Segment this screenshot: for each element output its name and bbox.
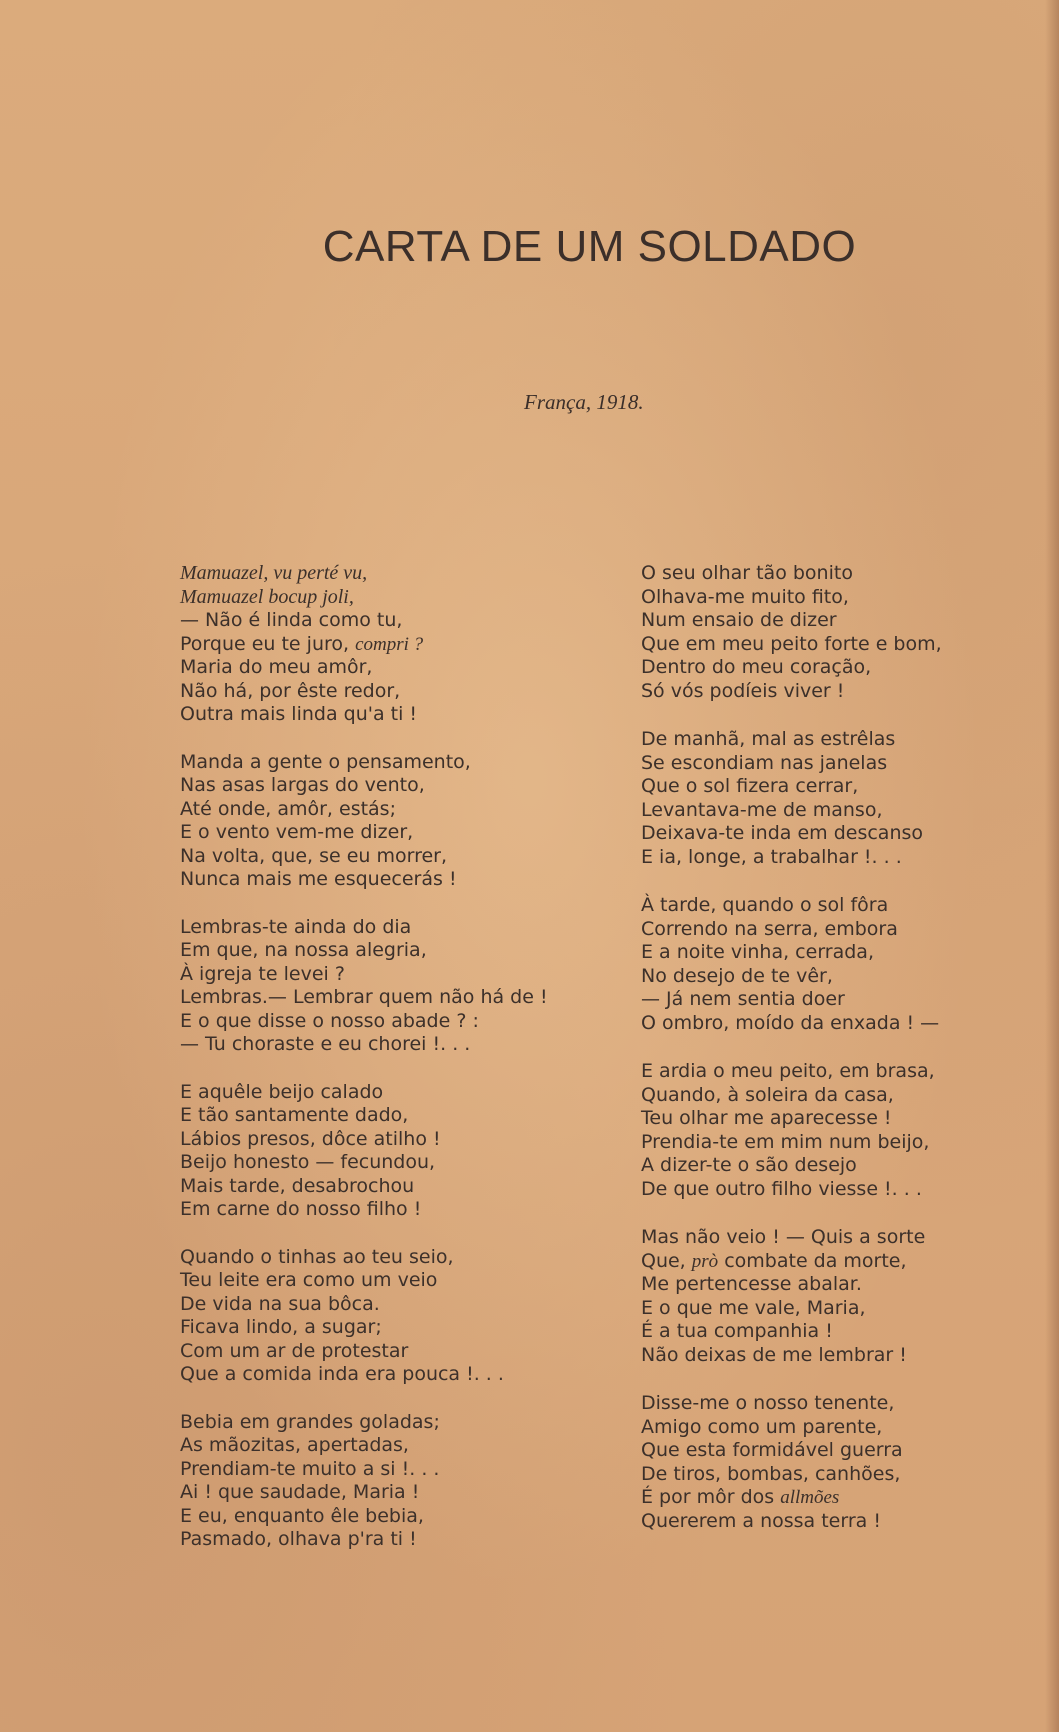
verse-line: Que a comida inda era pouca !. . . [180,1363,504,1385]
verse-line: Lembras-te ainda do dia [180,915,412,938]
verse-line: É a tua companhia ! [641,1320,833,1342]
verse-line: O seu olhar tão bonito [641,562,853,584]
verse-line: E o vento vem-me dizer, [180,821,414,843]
verse-line: Quando o tinhas ao teu seio, [180,1245,454,1268]
verse-line: Se escondiam nas janelas [641,751,888,774]
verse-line: Não há, por êste redor, [180,679,401,702]
verse-line: Disse-me o nosso tenente, [641,1392,895,1414]
verse-text: combate da morte, [718,1249,907,1272]
stanza [641,1392,1059,1533]
stanza [180,751,600,892]
stanza [180,1081,600,1222]
stanza [180,562,600,727]
verse-line: Outra mais linda qu'a ti ! [180,703,418,725]
verse-line: E tão santamente dado, [180,1104,409,1126]
verse-line: Pasmado, olhava p'ra ti ! [180,1528,417,1550]
verse-line: De vida na sua bôca. [180,1292,380,1315]
dateline: França, 1918. [524,390,644,414]
verse-line [641,1250,1059,1274]
verse-line: A dizer-te o são desejo [641,1154,857,1176]
verse-line: Mais tarde, desabrochou [180,1174,415,1197]
verse-line: Que esta formidável guerra [641,1439,903,1461]
stanza [180,916,600,1057]
verse-line: Que o sol fizera cerrar, [641,775,859,797]
poem-title: CARTA DE UM SOLDADO [322,222,857,271]
verse-line: Lábios presos, dôce atilho ! [180,1127,441,1150]
verse-line: E a noite vinha, cerrada, [641,941,874,963]
verse-line: Prendia-te em mim num beijo, [641,1130,930,1153]
verse-line: Não deixas de me lembrar ! [641,1343,907,1366]
verse-line: Ficava lindo, a sugar; [180,1316,382,1338]
verse-line: Quando, à soleira da casa, [641,1083,894,1106]
italic-word: prò [691,1250,719,1272]
verse-line: À igreja te levei ? [180,962,345,985]
verse-line: Lembras.— Lembrar quem não há de ! [180,986,548,1008]
verse-line: — Já nem sentia doer [641,988,845,1010]
verse-line: Quererem a nossa terra ! [641,1509,881,1532]
stanza [641,562,1059,703]
verse-line: Bebia em grandes goladas; [180,1410,440,1433]
verse-line: Em que, na nossa alegria, [180,939,427,961]
stanza [641,894,1059,1035]
stanza [641,1060,1059,1201]
verse-line: De que outro filho viesse !. . . [641,1177,922,1200]
verse-line: Teu olhar me aparecesse ! [641,1107,892,1129]
verse-line: E eu, enquanto êle bebia, [180,1504,424,1527]
verse-text: Que, [641,1249,692,1272]
verse-text: É por môr dos [641,1486,781,1508]
italic-word: compri ? [355,633,424,655]
verse-line: — Tu choraste e eu chorei !. . . [180,1033,471,1055]
verse-line: As mãozitas, apertadas, [180,1434,409,1456]
verse-line: O ombro, moído da enxada ! — [641,1011,940,1034]
verse-line: Olhava-me muito fito, [641,585,849,608]
stanza [180,1411,600,1552]
verse-line [641,1486,1059,1510]
verse-line: Levantava-me de manso, [641,798,883,821]
verse-line: Manda a gente o pensamento, [180,750,471,773]
verse-line: Ai ! que saudade, Maria ! [180,1481,420,1503]
verse-line: Nas asas largas do vento, [180,774,425,796]
verse-line: Num ensaio de dizer [641,609,837,631]
verse-line: Amigo como um parente, [641,1415,883,1438]
right-column [641,562,1059,1558]
verse-line: E ia, longe, a trabalhar !. . . [641,845,902,868]
left-column [180,562,600,1576]
verse-line: Até onde, amôr, estás; [180,797,396,820]
verse-line: Mamuazel, vu perté vu, [180,562,368,584]
verse-line: E o que disse o nosso abade ? : [180,1009,479,1032]
italic-word: allmões [780,1487,840,1508]
verse-line: Dentro do meu coração, [641,656,872,678]
verse-line: Só vós podíeis viver ! [641,679,845,702]
verse-line: Que em meu peito forte e bom, [641,632,942,655]
verse-line: Na volta, que, se eu morrer, [180,844,448,867]
verse-line: Prendiam-te muito a si !. . . [180,1457,440,1480]
verse-line: Me pertencesse abalar. [641,1273,862,1295]
verse-line: E ardia o meu peito, em brasa, [641,1060,935,1082]
stanza [641,728,1059,869]
verse-text: Porque eu te juro, [180,632,356,655]
verse-line: — Não é linda como tu, [180,609,403,631]
verse-line: Em carne do nosso filho ! [180,1198,422,1220]
verse-line: Correndo na serra, embora [641,917,898,940]
verse-line [180,633,600,657]
verse-line: De tiros, bombas, canhões, [641,1462,901,1485]
verse-line: Com um ar de protestar [180,1339,409,1362]
verse-line: Deixava-te inda em descanso [641,822,924,844]
verse-line: E o que me vale, Maria, [641,1296,866,1319]
verse-line: De manhã, mal as estrêlas [641,728,896,750]
verse-line: E aquêle beijo calado [180,1080,384,1103]
verse-line: Teu leite era como um veio [180,1269,438,1291]
verse-line: No desejo de te vêr, [641,964,833,987]
stanza [641,1226,1059,1367]
verse-line: Mas não veio ! — Quis a sorte [641,1226,926,1248]
stanza [180,1246,600,1387]
verse-line: Maria do meu amôr, [180,656,373,678]
verse-line: À tarde, quando o sol fôra [641,894,889,916]
verse-line: Beijo honesto — fecundou, [180,1151,436,1173]
verse-line: Mamuazel bocup joli, [180,585,354,608]
verse-line: Nunca mais me esquecerás ! [180,868,457,890]
